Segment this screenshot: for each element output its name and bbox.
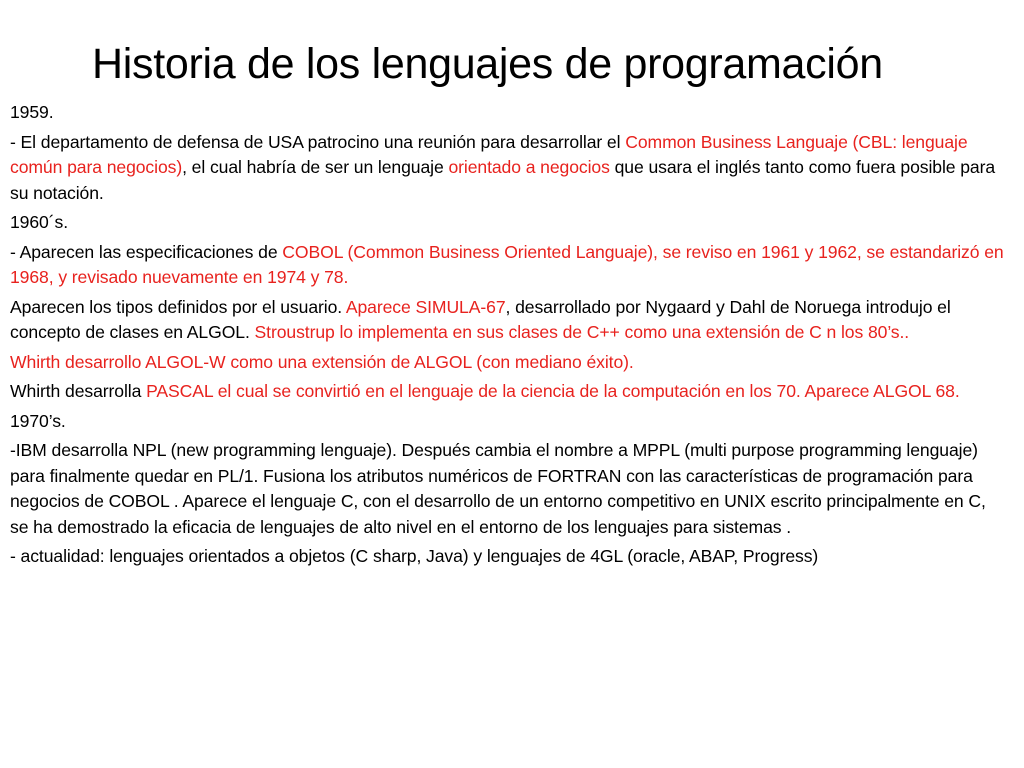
text-segment: , el cual habría de ser un lenguaje: [182, 157, 449, 177]
paragraph-1970s: 1970’s.: [10, 410, 66, 431]
text-segment: Aparecen los tipos definidos por el usuario.: [10, 296, 346, 317]
paragraph-1959: 1959.: [10, 102, 54, 122]
highlight-segment: PASCAL el cual se convirtió en el lenguaje de la ciencia de la computación en los 70. Aparece ALGOL 68.: [146, 381, 960, 401]
paragraph-cbl: [10, 130, 1006, 207]
paragraph-simula: [10, 295, 1006, 346]
paragraph-ibm-npl: -IBM desarrolla NPL (new programming lenguaje). Después cambia el nombre a MPPL (multi purpose programming lenguaje) para finalmente quedar en PL/1. Fusiona los atributos numéricos de FORTRAN con las características de programación para negocios de COBOL . Aparece el lenguaje C, con el desarrollo de un entorno competitivo en UNIX escrito principalmente en C, se ha demostrado la eficacia de lenguajes de alto nivel en el entorno de los lenguajes para sistemas .: [10, 440, 986, 537]
highlight-segment: Aparece SIMULA-67: [345, 296, 506, 317]
paragraph-1960s: 1960´s.: [10, 212, 68, 232]
highlight-segment: Common Business Languaje (CBL: lenguaje común para negocios): [10, 131, 968, 177]
text-segment: - El departamento de defensa de USA patrocino una reunión para desarrollar el: [10, 131, 626, 152]
paragraph-actualidad: - actualidad: lenguajes orientados a objetos (C sharp, Java) y lenguajes de 4GL (oracle, ABAP, Progress): [10, 546, 819, 566]
paragraph-algol-w: [10, 350, 1006, 376]
slide-body: [10, 100, 1006, 574]
highlight-segment: COBOL (Common Business Oriented Languaje), se reviso en 1961 y 1962, se estandarizó en 1968, y revisado nuevamente en 1974 y 78.: [10, 241, 1004, 287]
highlight-segment: orientado a negocios: [448, 157, 610, 177]
paragraph-cobol: [10, 240, 1006, 291]
highlight-segment: Stroustrup lo implementa en sus clases de C++ como una extensión de C n los 80’s..: [254, 322, 910, 342]
highlight-segment: Whirth desarrollo ALGOL-W como una extensión de ALGOL (con mediano éxito).: [10, 351, 634, 372]
text-segment: que usara el inglés tanto como fuera posible para su notación.: [10, 157, 996, 203]
text-segment: Whirth desarrolla: [10, 381, 147, 401]
text-segment: , desarrollado por Nygaard y Dahl de Noruega introdujo el concepto de clases en ALGOL.: [10, 296, 951, 342]
slide-title: Historia de los lenguajes de programación: [92, 40, 883, 88]
text-segment: - Aparecen las especificaciones de: [10, 241, 283, 262]
paragraph-pascal: [10, 379, 1006, 405]
